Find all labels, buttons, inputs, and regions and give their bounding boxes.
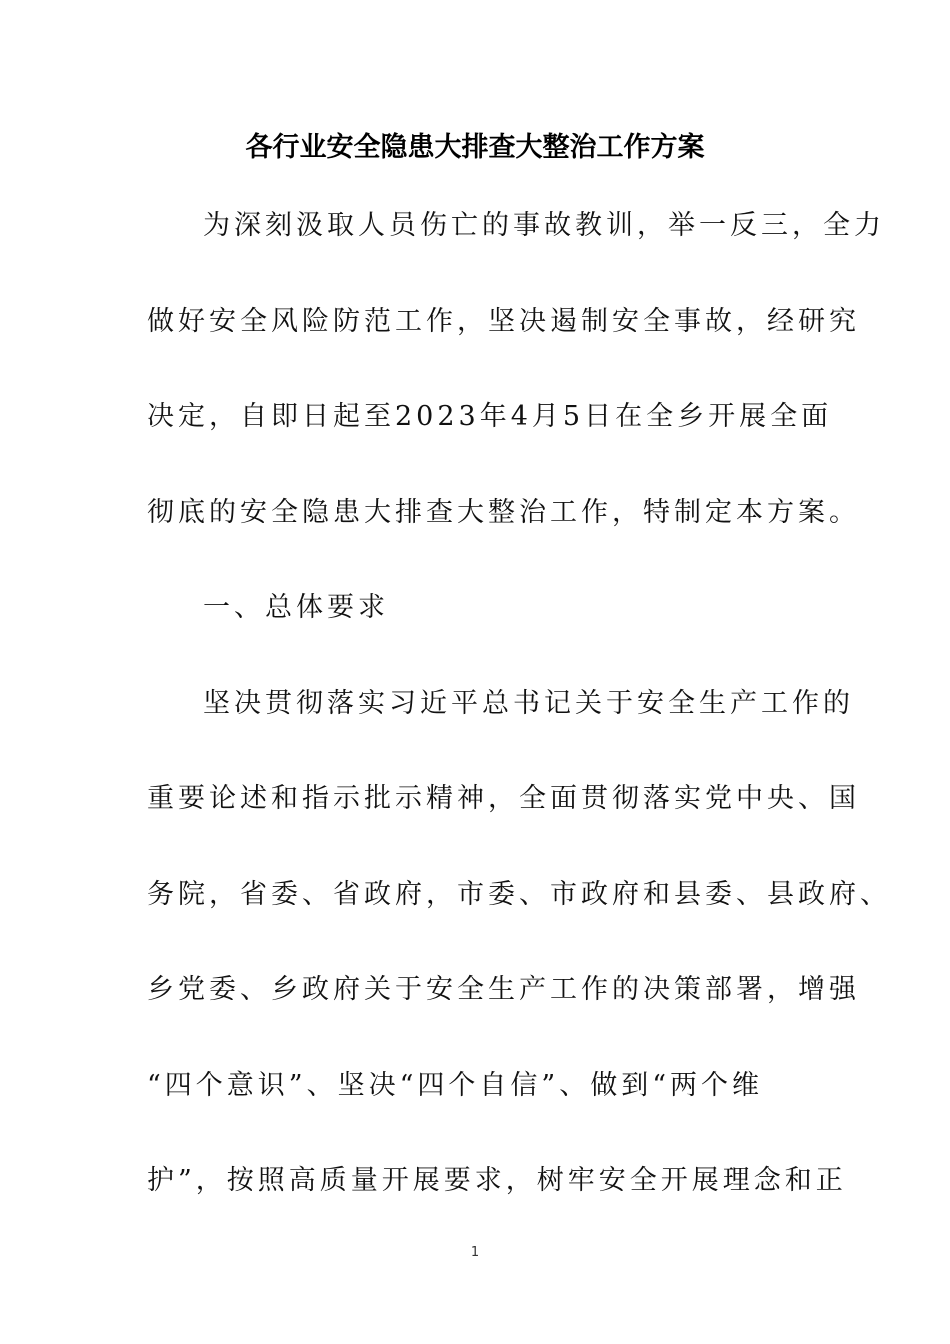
paragraph-line: 为深刻汲取人员伤亡的事故教训，举一反三，全力 xyxy=(203,210,885,241)
paragraph-line: “四个意识”、坚决“四个自信”、做到“两个维 xyxy=(147,1069,764,1101)
section-heading: 一、总体要求 xyxy=(203,592,389,623)
document-body xyxy=(147,178,891,1229)
paragraph-line: 彻底的安全隐患大排查大整治工作，特制定本方案。 xyxy=(147,496,860,528)
document-title: 各行业安全隐患大排查大整治工作方案 xyxy=(245,132,705,163)
page-number: 1 xyxy=(470,1245,480,1260)
paragraph-line: 乡党委、乡政府关于安全生产工作的决策部署，增强 xyxy=(147,974,860,1005)
paragraph-line: 做好安全风险防范工作，坚决遏制安全事故，经研究 xyxy=(147,305,860,337)
paragraph-line: 重要论述和指示批示精神，全面贯彻落实党中央、国 xyxy=(147,783,860,814)
paragraph-line: 坚决贯彻落实习近平总书记关于安全生产工作的 xyxy=(203,687,854,719)
paragraph-line: 务院，省委、省政府，市委、市政府和县委、县政府、 xyxy=(147,878,891,910)
paragraph-line: 护”，按照高质量开展要求，树牢安全开展理念和正 xyxy=(147,1165,847,1196)
paragraph-line: 决定，自即日起至2023年4月5日在全乡开展全面 xyxy=(147,401,833,432)
